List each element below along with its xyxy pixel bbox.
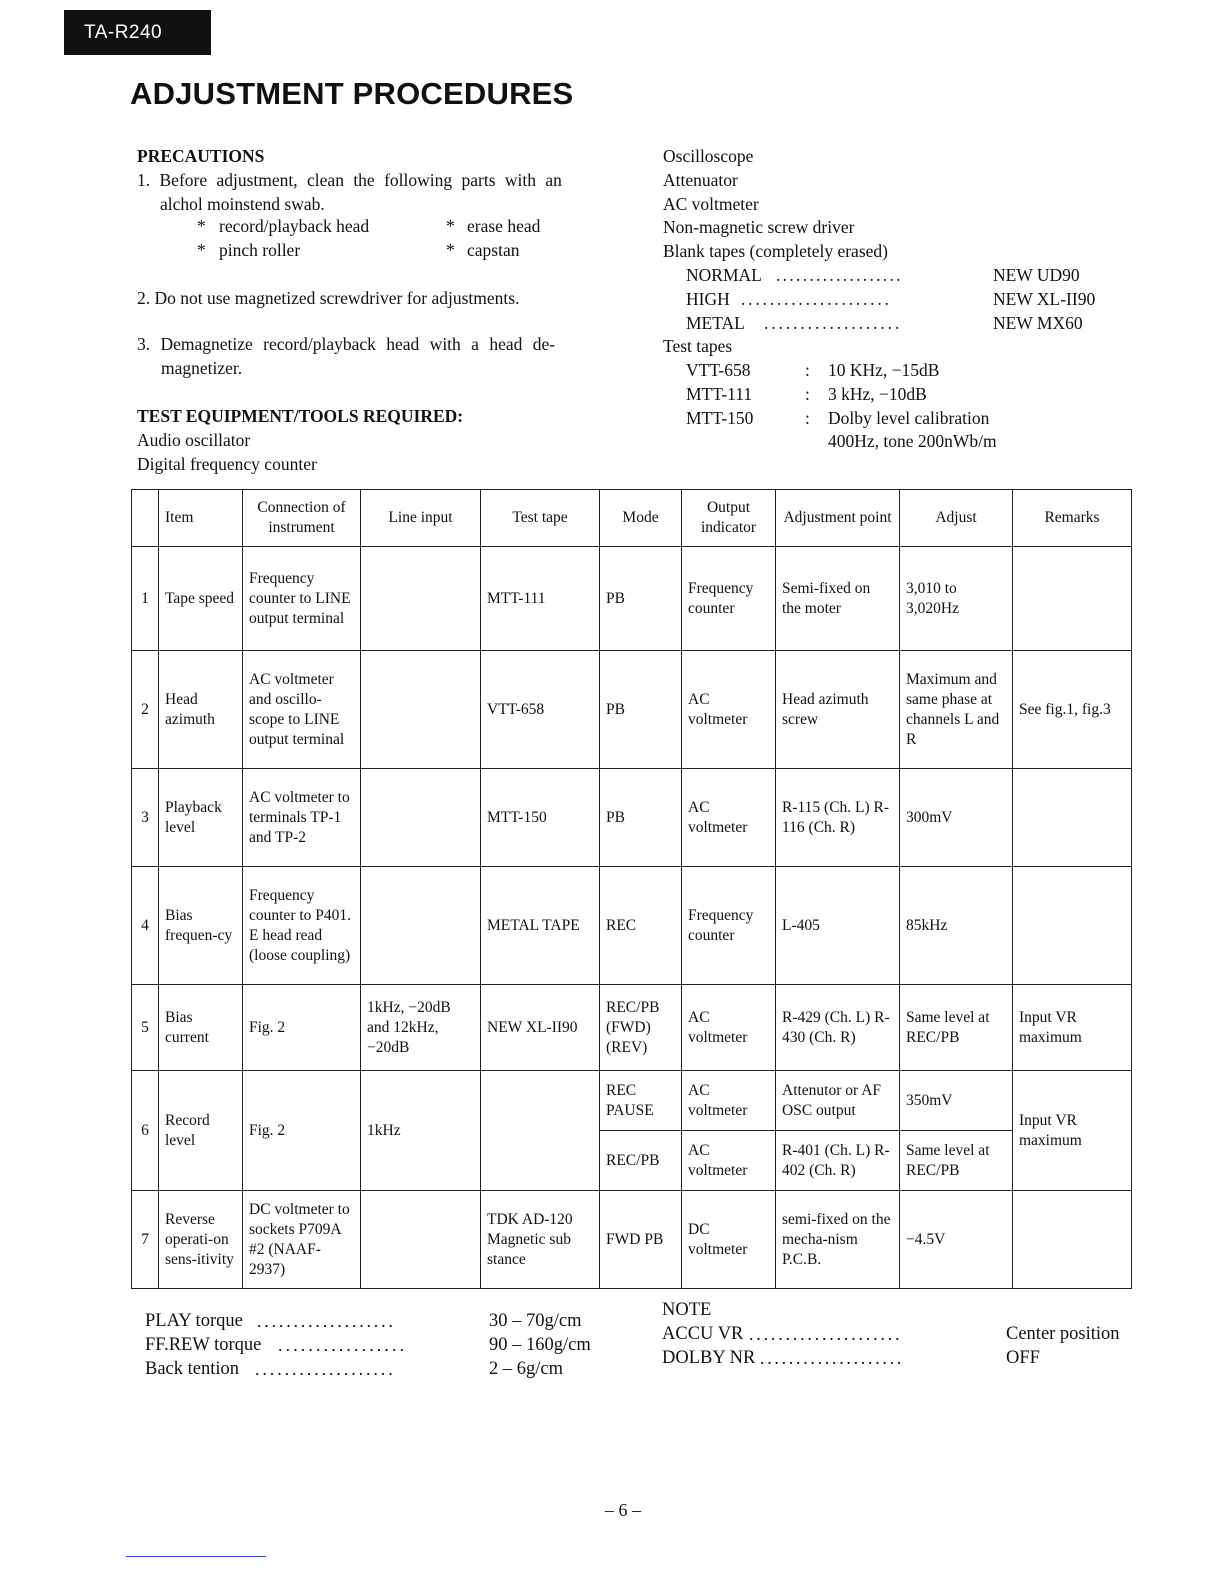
test-tape-desc: 3 kHz, −10dB	[828, 384, 927, 404]
test-tape-sep: :	[805, 384, 810, 404]
part-bullet: *	[446, 216, 455, 236]
row-adjust: 85kHz	[900, 867, 1013, 985]
row-item: Bias frequen-cy	[159, 867, 243, 985]
row-item: Head azimuth	[159, 651, 243, 769]
row-line-input	[361, 867, 481, 985]
header-test-tape: Test tape	[481, 490, 600, 547]
row-adjust: 300mV	[900, 769, 1013, 867]
row-test-tape: METAL TAPE	[481, 867, 600, 985]
table-row	[132, 1191, 1132, 1289]
equipment-item: Attenuator	[663, 170, 738, 190]
note-label: DOLBY NR	[662, 1348, 756, 1368]
row-line-input: 1kHz	[361, 1071, 481, 1191]
leader-dots: ...................	[257, 1311, 396, 1331]
row-point: R-115 (Ch. L) R-116 (Ch. R)	[776, 769, 900, 867]
row-remarks: Input VR maximum	[1013, 985, 1132, 1071]
leader-dots: .................	[278, 1335, 408, 1355]
part-item: pinch roller	[219, 240, 301, 260]
row-remarks: See fig.1, fig.3	[1013, 651, 1132, 769]
row-output: Frequency counter	[682, 547, 776, 651]
torque-label: Back tention	[145, 1359, 240, 1379]
row-point: R-429 (Ch. L) R-430 (Ch. R)	[776, 985, 900, 1071]
page-title: ADJUSTMENT PROCEDURES	[130, 76, 574, 111]
test-tape-desc: 10 KHz, −15dB	[828, 360, 940, 380]
note-value: OFF	[1006, 1348, 1040, 1368]
row-mode: FWD PB	[600, 1191, 682, 1289]
row-connection: AC voltmeter to terminals TP-1 and TP-2	[243, 769, 361, 867]
test-tape-desc: 400Hz, tone 200nWb/m	[828, 431, 997, 451]
row-line-input: 1kHz, −20dB and 12kHz, −20dB	[361, 985, 481, 1071]
table-row	[132, 985, 1132, 1071]
blank-tape-type: NORMAL	[686, 265, 762, 285]
leader-dots: .....................	[741, 289, 892, 309]
row-connection: Fig. 2	[243, 985, 361, 1071]
row-mode: REC PAUSE	[600, 1071, 682, 1131]
row-number: 1	[132, 547, 159, 651]
torque-value: 2 – 6g/cm	[489, 1359, 563, 1379]
row-point: Head azimuth screw	[776, 651, 900, 769]
row-line-input	[361, 769, 481, 867]
row-output: AC voltmeter	[682, 1071, 776, 1131]
header-point: Adjustment point	[776, 490, 900, 547]
row-number: 3	[132, 769, 159, 867]
row-mode: REC	[600, 867, 682, 985]
row-remarks	[1013, 1191, 1132, 1289]
row-point: L-405	[776, 867, 900, 985]
row-line-input	[361, 651, 481, 769]
precaution-2: 2. Do not use magnetized screwdriver for adjustments.	[137, 288, 520, 308]
row-test-tape: MTT-150	[481, 769, 600, 867]
adjustment-table	[131, 489, 1132, 1289]
leader-dots: ...................	[764, 313, 903, 333]
row-remarks	[1013, 547, 1132, 651]
row-output: AC voltmeter	[682, 1131, 776, 1191]
row-item: Record level	[159, 1071, 243, 1191]
leader-dots: ...................	[776, 265, 903, 285]
blank-tape-name: NEW XL-II90	[993, 289, 1096, 309]
row-item: Playback level	[159, 769, 243, 867]
row-test-tape	[481, 1071, 600, 1191]
row-output: AC voltmeter	[682, 985, 776, 1071]
row-number: 6	[132, 1071, 159, 1191]
equipment-item: Non-magnetic screw driver	[663, 217, 855, 237]
table-row	[132, 651, 1132, 769]
leader-dots: .....................	[749, 1324, 903, 1344]
torque-label: FF.REW torque	[145, 1335, 262, 1355]
row-number: 7	[132, 1191, 159, 1289]
precautions-heading: PRECAUTIONS	[137, 146, 265, 166]
row-adjust: 3,010 to 3,020Hz	[900, 547, 1013, 651]
row-test-tape: NEW XL-II90	[481, 985, 600, 1071]
torque-value: 30 – 70g/cm	[489, 1311, 582, 1331]
test-tape-sep: :	[805, 408, 810, 428]
row-adjust: Maximum and same phase at channels L and R	[900, 651, 1013, 769]
row-connection: Fig. 2	[243, 1071, 361, 1191]
note-heading: NOTE	[662, 1300, 712, 1320]
row-mode: REC/PB	[600, 1131, 682, 1191]
row-connection: AC voltmeter and oscillo-scope to LINE output terminal	[243, 651, 361, 769]
row-item: Tape speed	[159, 547, 243, 651]
leader-dots: ....................	[760, 1348, 904, 1368]
note-value: Center position	[1006, 1324, 1120, 1344]
row-number: 5	[132, 985, 159, 1071]
table-header-row	[132, 490, 1132, 547]
row-point: Attenutor or AF OSC output	[776, 1071, 900, 1131]
precaution-1-line2: alchol moinstend swab.	[160, 194, 325, 214]
row-remarks	[1013, 769, 1132, 867]
header-output: Output indicator	[682, 490, 776, 547]
underline-rule	[126, 1556, 266, 1557]
row-number: 2	[132, 651, 159, 769]
row-output: DC voltmeter	[682, 1191, 776, 1289]
torque-label: PLAY torque	[145, 1311, 243, 1331]
row-number: 4	[132, 867, 159, 985]
part-bullet: *	[197, 240, 206, 260]
row-adjust: 350mV	[900, 1071, 1013, 1131]
row-adjust: Same level at REC/PB	[900, 985, 1013, 1071]
test-tape-name: VTT-658	[686, 360, 751, 380]
equipment-item: AC voltmeter	[663, 194, 759, 214]
row-item: Bias current	[159, 985, 243, 1071]
torque-value: 90 – 160g/cm	[489, 1335, 591, 1355]
blank-tape-name: NEW UD90	[993, 265, 1080, 285]
leader-dots: ...................	[255, 1359, 396, 1379]
header-remarks: Remarks	[1013, 490, 1132, 547]
row-point: semi-fixed on the mecha-nism P.C.B.	[776, 1191, 900, 1289]
equipment-item: Digital frequency counter	[137, 454, 317, 474]
row-mode: REC/PB (FWD) (REV)	[600, 985, 682, 1071]
test-tape-name: MTT-111	[686, 384, 753, 404]
equipment-heading: TEST EQUIPMENT/TOOLS REQUIRED:	[137, 406, 464, 426]
header-cell	[132, 490, 159, 547]
table-row	[132, 1071, 1132, 1131]
precaution-3-line2: magnetizer.	[161, 358, 243, 378]
header-item: Item	[159, 490, 243, 547]
header-adjust: Adjust	[900, 490, 1013, 547]
row-output: AC voltmeter	[682, 769, 776, 867]
row-test-tape: MTT-111	[481, 547, 600, 651]
test-tape-desc: Dolby level calibration	[828, 408, 990, 428]
blank-tape-type: METAL	[686, 313, 745, 333]
row-adjust: Same level at REC/PB	[900, 1131, 1013, 1191]
row-line-input	[361, 1191, 481, 1289]
table-row	[132, 867, 1132, 985]
row-remarks	[1013, 867, 1132, 985]
row-mode: PB	[600, 547, 682, 651]
row-test-tape: VTT-658	[481, 651, 600, 769]
model-label: TA-R240	[64, 10, 211, 55]
row-connection: DC voltmeter to sockets P709A #2 (NAAF-2937)	[243, 1191, 361, 1289]
note-label: ACCU VR	[662, 1324, 744, 1344]
equipment-item: Oscilloscope	[663, 146, 754, 166]
precaution-1-line1: 1. Before adjustment, clean the following parts with an	[137, 170, 562, 190]
test-tape-name: MTT-150	[686, 408, 754, 428]
row-connection: Frequency counter to LINE output terminal	[243, 547, 361, 651]
page-number: – 6 –	[605, 1500, 641, 1520]
row-mode: PB	[600, 651, 682, 769]
row-connection: Frequency counter to P401. E head read (loose coupling)	[243, 867, 361, 985]
table-row	[132, 769, 1132, 867]
row-output: AC voltmeter	[682, 651, 776, 769]
row-remarks: Input VR maximum	[1013, 1071, 1132, 1191]
row-test-tape: TDK AD-120 Magnetic sub stance	[481, 1191, 600, 1289]
part-bullet: *	[197, 216, 206, 236]
row-line-input	[361, 547, 481, 651]
row-mode: PB	[600, 769, 682, 867]
header-mode: Mode	[600, 490, 682, 547]
part-item: record/playback head	[219, 216, 370, 236]
equipment-item: Blank tapes (completely erased)	[663, 241, 888, 261]
row-item: Reverse operati-on sens-itivity	[159, 1191, 243, 1289]
blank-tape-name: NEW MX60	[993, 313, 1083, 333]
equipment-item: Audio oscillator	[137, 430, 251, 450]
test-tapes-label: Test tapes	[663, 336, 733, 356]
row-adjust: −4.5V	[900, 1191, 1013, 1289]
test-tape-sep: :	[805, 360, 810, 380]
header-line-input: Line input	[361, 490, 481, 547]
precaution-3-line1: 3. Demagnetize record/playback head with a head de-	[137, 334, 556, 354]
table-row	[132, 547, 1132, 651]
part-item: capstan	[467, 240, 520, 260]
row-point: R-401 (Ch. L) R-402 (Ch. R)	[776, 1131, 900, 1191]
header-connection: Connection of instrument	[243, 490, 361, 547]
blank-tape-type: HIGH	[686, 289, 730, 309]
part-item: erase head	[467, 216, 541, 236]
row-point: Semi-fixed on the moter	[776, 547, 900, 651]
row-output: Frequency counter	[682, 867, 776, 985]
part-bullet: *	[446, 240, 455, 260]
